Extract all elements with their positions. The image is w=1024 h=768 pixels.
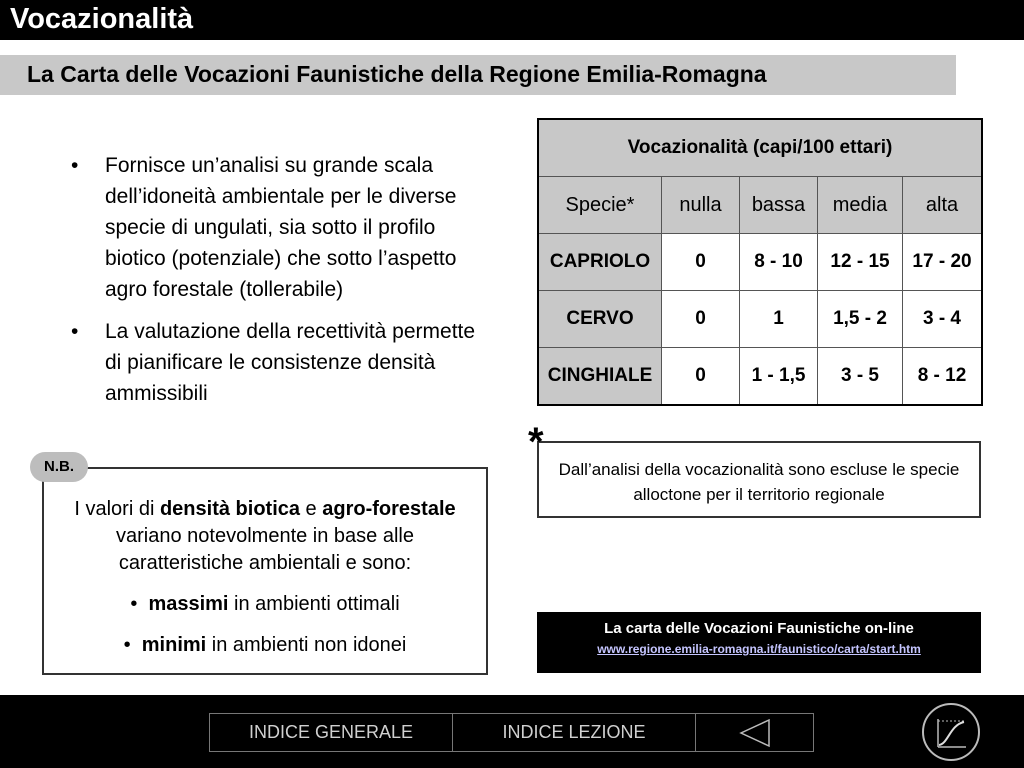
footnote-text: Dall’analisi della vocazionalità sono escluse le specie alloctone per il territorio regionale (558, 460, 960, 504)
bullet-item (60, 150, 480, 305)
table-row (538, 348, 982, 406)
nb-text: I valori di (74, 498, 160, 520)
nb-item (44, 591, 486, 618)
subtitle-bar (0, 55, 956, 95)
back-triangle-icon (737, 718, 773, 748)
nb-paragraph (44, 496, 486, 577)
online-url-link[interactable]: www.regione.emilia-romagna.it/faunistico/carta/start.htm (597, 642, 921, 656)
nb-item-text: in ambienti ottimali (228, 593, 400, 615)
curve-logo-svg (924, 705, 978, 759)
nb-bold: agro-forestale (322, 498, 456, 520)
table-row (538, 234, 982, 291)
table-cell: 3 - 5 (818, 348, 903, 406)
nb-text: e (300, 498, 323, 520)
indice-generale-button[interactable]: INDICE GENERALE (210, 714, 453, 751)
nb-item (44, 632, 486, 659)
bullet-list (60, 150, 480, 420)
footer-bar (0, 695, 1024, 768)
table-cell: 8 - 10 (740, 234, 818, 291)
species-cell: CERVO (538, 291, 662, 348)
footnote-box (537, 441, 981, 518)
table-header-row (538, 177, 982, 234)
nb-text: variano notevolmente in base alle caratteristiche ambientali e sono: (116, 525, 414, 574)
table-cell: 0 (662, 348, 740, 406)
bullet-dot-icon: • (71, 154, 79, 177)
table-cell: 0 (662, 291, 740, 348)
table-cell: 3 - 4 (903, 291, 983, 348)
title-bar (0, 0, 1024, 40)
table-cell: 1,5 - 2 (818, 291, 903, 348)
indice-lezione-button[interactable]: INDICE LEZIONE (453, 714, 696, 751)
curve-logo-icon[interactable] (922, 703, 980, 761)
bullet-text: Fornisce un’analisi su grande scala dell’idoneità ambientale per le diverse specie di ungulati, sia sotto il profilo biotico (potenziale) che sotto l’aspetto agro forestale (tollerabile) (105, 154, 457, 301)
table-cell: 17 - 20 (903, 234, 983, 291)
footnote-marker: * (528, 420, 544, 464)
vocation-table (537, 118, 983, 406)
bullet-dot-icon: • (130, 593, 149, 615)
online-label: La carta delle Vocazioni Faunistiche on-line (604, 620, 914, 637)
table-cell: 0 (662, 234, 740, 291)
back-button[interactable] (696, 714, 813, 751)
table-cell: 1 - 1,5 (740, 348, 818, 406)
nb-tag: N.B. (30, 452, 88, 482)
col-header: Specie* (538, 177, 662, 234)
col-header: alta (903, 177, 983, 234)
col-header: nulla (662, 177, 740, 234)
nb-item-bold: massimi (148, 593, 229, 615)
footer-nav (209, 713, 814, 752)
slide-subtitle: La Carta delle Vocazioni Faunistiche della Regione Emilia-Romagna (27, 61, 767, 87)
bullet-text: La valutazione della recettività permette di pianificare le consistenze densità ammissibili (105, 320, 476, 405)
bullet-dot-icon: • (123, 634, 142, 656)
nb-bold: densità biotica (159, 498, 300, 520)
table-row (538, 291, 982, 348)
col-header: bassa (740, 177, 818, 234)
nb-box (42, 467, 488, 675)
table-cell: 8 - 12 (903, 348, 983, 406)
page-title: Vocazionalità (10, 3, 194, 35)
species-cell: CINGHIALE (538, 348, 662, 406)
table-cell: 1 (740, 291, 818, 348)
nb-item-text: in ambienti non idonei (206, 634, 407, 656)
nb-item-bold: minimi (141, 634, 207, 656)
table-title: Vocazionalità (capi/100 ettari) (538, 119, 982, 177)
bullet-dot-icon: • (71, 320, 79, 343)
col-header: media (818, 177, 903, 234)
species-cell: CAPRIOLO (538, 234, 662, 291)
table-cell: 12 - 15 (818, 234, 903, 291)
online-link-box (537, 612, 981, 673)
bullet-item (60, 316, 480, 409)
